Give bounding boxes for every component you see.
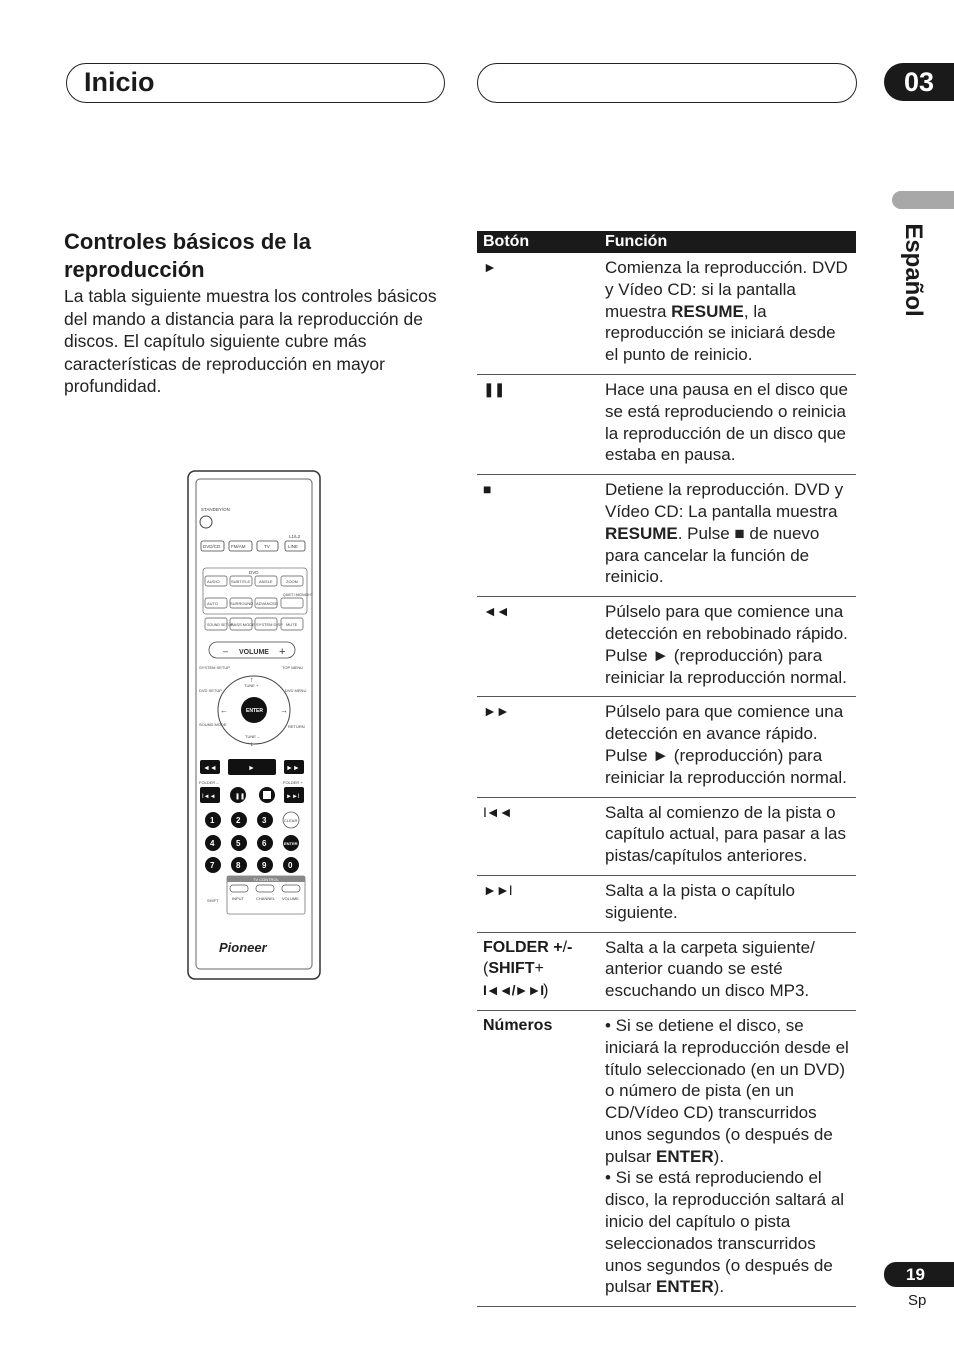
svg-text:9: 9 [262,861,267,870]
svg-text:ANGLE: ANGLE [259,579,273,584]
svg-text:CLEAR: CLEAR [284,818,298,823]
page-language-code: Sp [908,1292,927,1309]
play-icon: ► [483,259,496,275]
language-label: Español [900,223,927,317]
svg-text:SOUND SETUP: SOUND SETUP [207,623,233,627]
remote-control-illustration [187,470,321,980]
nav-left-icon: ← [220,706,228,715]
stop-icon: ■ [483,481,491,498]
previous-icon: I◄◄ [202,794,216,800]
row-function: Hace una pausa en el disco que se está reproduciendo o reinicia la reproducción de un disco que estaba en pausa. [605,379,848,465]
svg-text:INPUT: INPUT [232,896,244,901]
svg-text:SUBTITLE: SUBTITLE [231,579,251,584]
table-header [477,231,856,253]
table-row [477,597,856,697]
chapter-number-badge: 03 [884,63,954,101]
header-button-col: Botón [483,233,530,250]
pause-icon: ❚❚ [235,794,246,800]
svg-text:RETURN: RETURN [288,724,305,729]
remote-l1l2-label: L1/L2 [289,534,301,539]
table-row [477,933,856,1011]
header-function-col: Función [605,233,668,250]
table-row [477,876,856,933]
brand-logo: Pioneer [219,940,267,955]
svg-text:TUNE –: TUNE – [245,734,260,739]
svg-text:FOLDER –: FOLDER – [199,780,219,785]
next-icon: ►►I [286,794,300,800]
row-function: Salta a la pista o capítulo siguiente. [605,880,795,922]
dvd-button-rows [205,576,314,630]
table-row [477,798,856,876]
row-function: Comienza la reproducción. DVD y Vídeo CD: si la pantalla muestra RESUME, la reproducción se iniciará desde el punto de reinicio. [605,258,848,365]
page-number-badge: 19 [884,1262,954,1287]
row-function: Detiene la reproducción. DVD y Vídeo CD: La pantalla muestra RESUME. Pulse ■ de nuevo para cancelar la función de reinicio. [605,480,844,587]
rewind-icon: ◄◄ [203,765,217,772]
header-right-frame [477,63,857,103]
svg-text:7: 7 [210,861,215,870]
section-heading: Controles básicos de la reproducción [64,229,311,282]
svg-text:DVD SETUP: DVD SETUP [199,688,222,693]
svg-text:3: 3 [262,816,267,825]
transport-buttons [200,759,304,775]
row-function: Salta a la carpeta siguiente/ anterior cuando se esté escuchando un disco MP3. [605,937,815,1001]
svg-text:TUNE +: TUNE + [244,683,259,688]
rewind-icon: ◄◄ [483,603,509,620]
src-fmam: FM/AM [231,544,246,549]
svg-text:2: 2 [236,816,241,825]
pause-icon: ❚❚ [483,380,505,397]
nav-down-icon: ↓ [250,741,254,748]
fast-forward-icon: ►► [286,765,300,772]
svg-text:6: 6 [262,839,267,848]
svg-text:4: 4 [210,839,215,848]
controls-table [477,231,856,1307]
row-function: Púlselo para que comience una detección en rebobinado rápido. Pulse ► (reproducción) para reiniciar la reproducción normal. [605,602,848,687]
svg-text:0: 0 [288,861,293,870]
chapter-title: Inicio [84,67,155,97]
svg-text:AUTO: AUTO [207,601,219,606]
svg-text:ENTER: ENTER [246,708,263,714]
next-icon: ►►I [483,881,512,898]
intro-paragraph: La tabla siguiente muestra los controles básicos del mando a distancia para la reproducción de discos. El capítulo siguiente cubre más características de reproducción en mayor profundidad. [64,286,437,397]
svg-text:DVD MENU: DVD MENU [285,688,307,693]
svg-text:5: 5 [236,839,241,848]
svg-text:8: 8 [236,861,241,870]
svg-text:SHIFT: SHIFT [207,898,219,903]
svg-text:ZOOM: ZOOM [286,579,298,584]
table-row [477,1011,856,1307]
fast-forward-icon: ►► [483,703,509,720]
svg-text:BASS MODE: BASS MODE [231,622,255,627]
svg-text:TOP MENU: TOP MENU [282,665,303,670]
svg-text:ADVANCED: ADVANCED [256,601,278,606]
svg-text:SURROUND: SURROUND [230,601,254,606]
svg-text:SYSTEM SETUP: SYSTEM SETUP [199,665,230,670]
row-function: • Si se detiene el disco, se iniciará la reproducción desde el título seleccionado (en un DVD) o número de pista (en un CD/Vídeo CD) transcurridos unos segundos (o después de pulsar ENTER). • Si se está reproduciendo el disco, la reproducción saltará al inicio del capítulo o pista seleccionados transcurridos unos segundos (o después de pulsar ENTER). [605,1015,849,1297]
src-dvdcd: DVD/CD [203,544,221,549]
svg-text:MUTE: MUTE [286,622,298,627]
svg-text:AUDIO: AUDIO [207,579,220,584]
svg-text:VOLUME: VOLUME [282,896,299,901]
previous-icon: I◄◄ [483,803,512,820]
svg-text:QUIET/ MIDNIGHT: QUIET/ MIDNIGHT [283,593,313,597]
svg-text:CHANNEL: CHANNEL [256,896,276,901]
language-tab [898,222,928,322]
row-function: Púlselo para que comience una detección en avance rápido. Pulse ► (reproducción) para reiniciar la reproducción normal. [605,702,847,787]
folder-button-label: FOLDER +/- (SHIFT+ I◄◄/►►I) [483,938,573,999]
remote-standby-label: STANDBY/ON [201,507,230,512]
svg-text:ENTER: ENTER [284,841,298,846]
svg-text:TV CONTROL: TV CONTROL [253,877,279,882]
stop-icon [263,791,271,799]
src-line: LINE [288,544,299,549]
numbers-button-label: Números [483,1016,553,1034]
remote-dvd-label: DVD [249,570,259,575]
play-icon: ► [248,765,255,772]
nav-right-icon: → [280,706,288,715]
table-row [477,697,856,797]
table-row [477,375,856,475]
table-row [477,475,856,597]
svg-text:SYSTEM DISP: SYSTEM DISP [256,622,283,627]
language-tab-marker [892,191,954,209]
table-row [477,253,856,375]
src-tv: TV [264,544,270,549]
volume-minus-icon: – [223,646,229,656]
volume-plus-icon: + [279,646,286,658]
svg-text:SOUND MODE: SOUND MODE [199,722,227,727]
svg-text:FOLDER +: FOLDER + [283,780,303,785]
svg-text:1: 1 [210,816,215,825]
remote-volume-label: VOLUME [239,649,269,656]
row-function: Salta al comienzo de la pista o capítulo actual, para pasar a las pistas/capítulos anteriores. [605,802,846,866]
nav-up-icon: ↑ [250,677,254,684]
standby-button [200,516,212,528]
